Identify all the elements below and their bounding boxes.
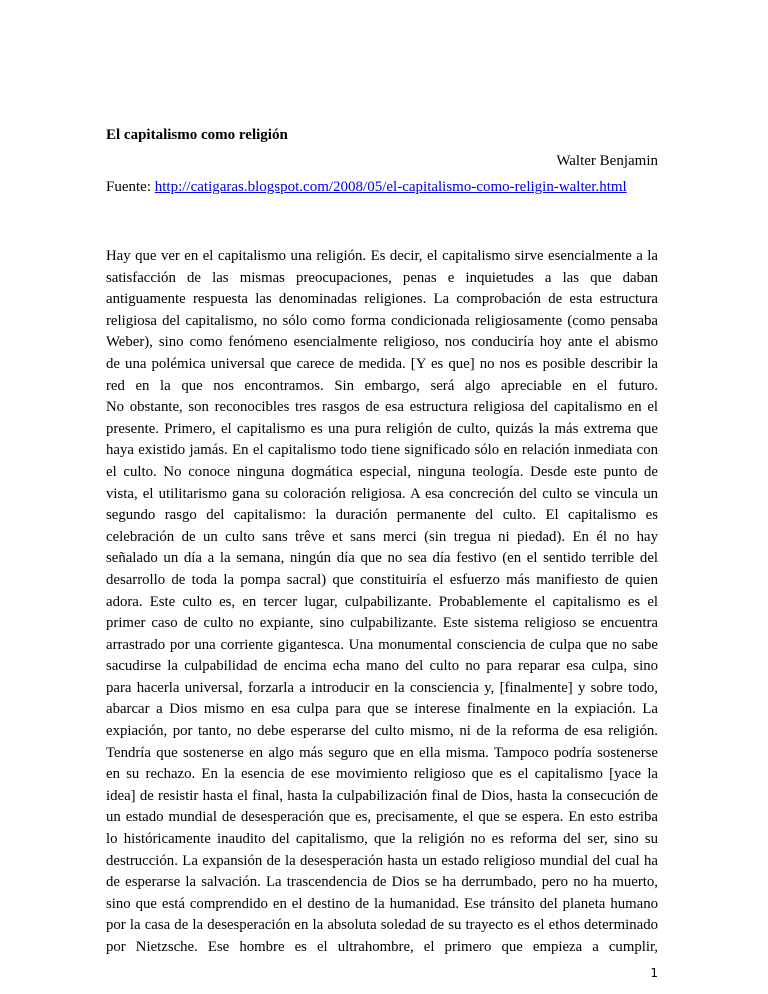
body-line: antiguamente respuesta las denominadas religiones. La comprobación de esta estructura <box>106 291 658 308</box>
body-line: señalado un día a la semana, ningún día que no sea día festivo (en el sentido terrible del <box>106 550 658 567</box>
body-line: red en la que nos encontramos. Sin embargo, será algo apreciable en el futuro. <box>106 377 658 394</box>
body-text <box>106 246 658 959</box>
body-line: presente. Primero, el capitalismo es una pura religión de culto, quizás la más extrema que <box>106 420 658 437</box>
source-link[interactable]: http://catigaras.blogspot.com/2008/05/el-capitalismo-como-religin-walter.html <box>154 179 627 195</box>
body-line: Weber), sino como fenómeno esencialmente religioso, nos conduciría hoy ante el abismo <box>106 334 658 351</box>
body-line: destrucción. La expansión de la desesperación hasta un estado religioso mundial del cual ha <box>106 852 658 869</box>
source-line <box>106 179 627 196</box>
body-line: celebración de un culto sans trêve et sans merci (sin tregua ni piedad). En él no hay <box>106 528 658 545</box>
document-author: Walter Benjamin <box>556 153 658 169</box>
document-title: El capitalismo como religión <box>106 127 288 143</box>
page-number: 1 <box>650 966 658 980</box>
body-line: por la casa de la desesperación en la absoluta soledad de su trayecto es el ethos determinado <box>106 917 658 934</box>
body-line: satisfacción de las mismas preocupaciones, penas e inquietudes a las que daban <box>106 269 658 286</box>
body-line: sino que está comprendido en el destino de la humanidad. Ese tránsito del planeta humano <box>106 895 658 912</box>
body-line: para hacerla universal, forzarla a introducir en la consciencia y, [finalmente] y sobre todo, <box>106 679 658 696</box>
body-line: Tendría que sostenerse en algo más seguro que en ella misma. Tampoco podría sostenerse <box>106 744 658 761</box>
body-line: vista, el utilitarismo gana su coloración religiosa. A esa concreción del culto se vincula un <box>106 485 658 502</box>
body-line: desarrollo de toda la pompa sacral) que constituiría el esfuerzo más manifiesto de quien <box>106 571 658 588</box>
body-line: de esperarse la salvación. La trascendencia de Dios se ha derrumbado, pero no ha muerto, <box>106 874 658 891</box>
body-line: idea] de resistir hasta el final, hasta la culpabilización final de Dios, hasta la consecución de <box>106 787 658 804</box>
body-line: adora. Este culto es, en tercer lugar, culpabilizante. Probablemente el capitalismo es el <box>106 593 658 610</box>
body-line: No obstante, son reconocibles tres rasgos de esa estructura religiosa del capitalismo en el <box>106 399 658 416</box>
body-line: segundo rasgo del capitalismo: la duración permanente del culto. El capitalismo es <box>106 507 658 524</box>
body-line: lo históricamente inaudito del capitalismo, que la religión no es reforma del ser, sino su <box>106 831 658 848</box>
body-line: abarcar a Dios mismo en esa culpa para que se interese finalmente en la expiación. La <box>106 701 658 718</box>
body-line: Hay que ver en el capitalismo una religión. Es decir, el capitalismo sirve esencialmente a la <box>106 248 658 264</box>
body-line: sacudirse la culpabilidad de encima echa mano del culto no para reparar esa culpa, sino <box>106 658 658 675</box>
body-line: religiosa del capitalismo, no sólo como forma condicionada religiosamente (como pensaba <box>106 312 658 329</box>
body-line: de una polémica universal que carece de medida. [Y es que] no nos es posible describir la <box>106 355 658 372</box>
body-line: un estado mundial de desesperación que es, precisamente, el que se espera. En esto estriba <box>106 809 658 826</box>
source-label: Fuente: <box>106 179 155 195</box>
body-line: haya existido jamás. En el capitalismo todo tiene significado sólo en relación inmediata con <box>106 442 658 459</box>
body-line: primer caso de culto no expiante, sino culpabilizante. Este sistema religioso se encuentra <box>106 615 658 632</box>
body-line: en su rechazo. En la esencia de ese movimiento religioso que es el capitalismo [yace la <box>106 766 658 783</box>
body-line: el culto. No conoce ninguna dogmática especial, ninguna teología. Desde este punto de <box>106 463 658 480</box>
body-line: expiación, por tanto, no debe esperarse del culto mismo, ni de la reforma de esa religión. <box>106 723 658 740</box>
body-line: por Nietzsche. Ese hombre es el ultrahombre, el primero que empieza a cumplir, <box>106 939 658 955</box>
body-line: arrastrado por una corriente gigantesca. Una monumental consciencia de culpa que no sabe <box>106 636 658 653</box>
